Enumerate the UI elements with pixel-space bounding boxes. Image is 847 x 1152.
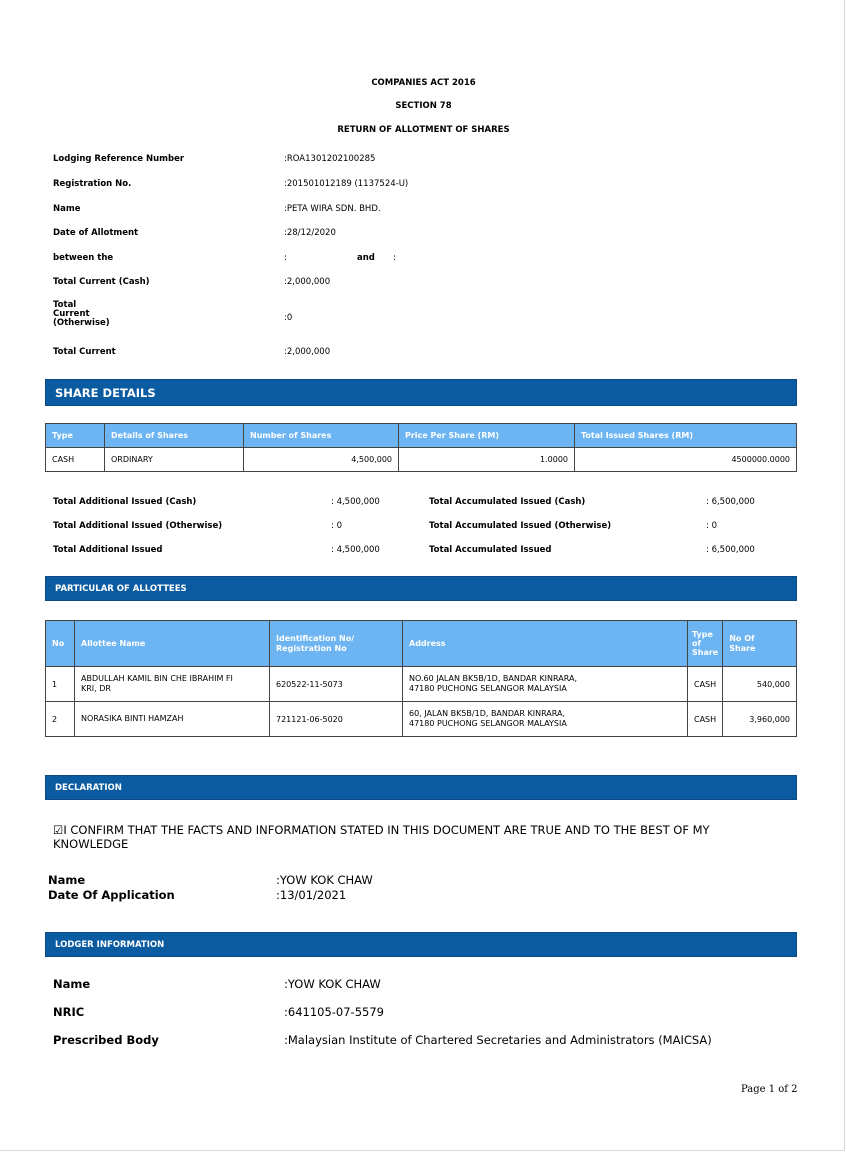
share-details-header-row	[46, 424, 797, 448]
cell-allottee-name: ABDULLAH KAMIL BIN CHE IBRAHIM FI KRI, DR	[75, 667, 270, 702]
cell-address: 60, JALAN BK5B/1D, BANDAR KINRARA, 47180 PUCHONG SELANGOR MALAYSIA	[403, 702, 688, 737]
cell-no: 2	[46, 702, 75, 737]
company-name-label: Name	[53, 204, 81, 214]
lodger-name-value: :YOW KOK CHAW	[284, 977, 381, 991]
col-total: Total Issued Shares (RM)	[575, 424, 797, 448]
declarant-name-label: Name	[48, 873, 86, 887]
prescribed-body-label: Prescribed Body	[53, 1033, 159, 1047]
col-details: Details of Shares	[105, 424, 244, 448]
lodging-ref-value: :ROA1301202100285	[284, 154, 376, 164]
registration-no-label: Registration No.	[53, 179, 132, 189]
cell-number: 4,500,000	[244, 448, 399, 472]
table-row	[46, 667, 797, 702]
checkbox-checked-icon: ☑	[53, 823, 64, 837]
allotment-date-value: :28/12/2020	[284, 228, 336, 238]
lodger-header: LODGER INFORMATION	[45, 932, 797, 957]
cell-type: CASH	[46, 448, 105, 472]
cell-no: 1	[46, 667, 75, 702]
allotment-date-label: Date of Allotment	[53, 228, 139, 238]
application-date-value: :13/01/2021	[276, 888, 347, 902]
col-identification: Identification No/ Registration No	[270, 621, 403, 667]
col-allottee-name: Allottee Name	[75, 621, 270, 667]
cell-address: NO.60 JALAN BK5B/1D, BANDAR KINRARA, 47180 PUCHONG SELANGOR MALAYSIA	[403, 667, 688, 702]
col-price: Price Per Share (RM)	[399, 424, 575, 448]
company-name-value: :PETA WIRA SDN. BHD.	[284, 204, 381, 214]
col-type: Type	[46, 424, 105, 448]
between-colon-1: :	[284, 253, 287, 263]
table-row	[46, 702, 797, 737]
cell-total: 4500000.0000	[575, 448, 797, 472]
acc-cash-label: Total Accumulated Issued (Cash)	[429, 497, 586, 507]
declaration-header: DECLARATION	[45, 775, 797, 800]
prescribed-body-value: :Malaysian Institute of Chartered Secretaries and Administrators (MAICSA)	[284, 1033, 712, 1047]
col-no: No	[46, 621, 75, 667]
total-current-cash-value: :2,000,000	[284, 277, 331, 287]
total-current-value: :2,000,000	[284, 347, 331, 357]
add-total-label: Total Additional Issued	[53, 545, 163, 555]
acc-cash-value: : 6,500,000	[706, 497, 755, 507]
registration-no-value: :201501012189 (1137524-U)	[284, 179, 409, 189]
acc-other-value: : 0	[706, 521, 717, 531]
between-label: between the	[53, 253, 114, 263]
add-other-label: Total Additional Issued (Otherwise)	[53, 521, 223, 531]
cell-price: 1.0000	[399, 448, 575, 472]
cell-details: ORDINARY	[105, 448, 244, 472]
declaration-text: I CONFIRM THAT THE FACTS AND INFORMATION STATED IN THIS DOCUMENT ARE TRUE AND TO THE BEST OF MY	[63, 823, 710, 837]
add-total-value: : 4,500,000	[331, 545, 380, 555]
acc-total-value: : 6,500,000	[706, 545, 755, 555]
lodger-nric-value: :641105-07-5579	[284, 1005, 384, 1019]
document-title: RETURN OF ALLOTMENT OF SHARES	[337, 125, 510, 135]
declaration-statement	[53, 823, 710, 851]
lodging-ref-label: Lodging Reference Number	[53, 154, 185, 164]
cell-type-of-share: CASH	[688, 702, 723, 737]
declaration-text-continued: KNOWLEDGE	[53, 837, 129, 851]
cell-identification: 620522-11-5073	[270, 667, 403, 702]
act-title: COMPANIES ACT 2016	[371, 78, 476, 88]
add-other-value: : 0	[331, 521, 342, 531]
table-row	[46, 448, 797, 472]
between-and: and	[357, 253, 375, 263]
total-current-label: Total Current	[53, 347, 116, 357]
section-title: SECTION 78	[395, 101, 452, 111]
total-current-otherwise-value: :0	[284, 313, 293, 323]
application-date-label: Date Of Application	[48, 888, 175, 902]
total-current-otherwise-label: Total Current (Otherwise)	[53, 300, 110, 328]
cell-allottee-name: NORASIKA BINTI HAMZAH	[75, 702, 270, 737]
col-type-of-share: Type of Share	[688, 621, 723, 667]
total-current-cash-label: Total Current (Cash)	[53, 277, 150, 287]
acc-total-label: Total Accumulated Issued	[429, 545, 552, 555]
between-colon-2: :	[393, 253, 396, 263]
add-cash-label: Total Additional Issued (Cash)	[53, 497, 197, 507]
col-number: Number of Shares	[244, 424, 399, 448]
col-address: Address	[403, 621, 688, 667]
allottees-table	[45, 620, 797, 737]
allottees-header-row	[46, 621, 797, 667]
allottees-header: PARTICULAR OF ALLOTTEES	[45, 576, 797, 601]
add-cash-value: : 4,500,000	[331, 497, 380, 507]
lodger-nric-label: NRIC	[53, 1005, 85, 1019]
cell-type-of-share: CASH	[688, 667, 723, 702]
share-details-table	[45, 423, 797, 472]
declarant-name-value: :YOW KOK CHAW	[276, 873, 373, 887]
cell-no-of-share: 540,000	[723, 667, 797, 702]
page-number: Page 1 of 2	[741, 1084, 798, 1095]
acc-other-label: Total Accumulated Issued (Otherwise)	[429, 521, 612, 531]
share-details-header: SHARE DETAILS	[45, 379, 797, 406]
cell-no-of-share: 3,960,000	[723, 702, 797, 737]
lodger-name-label: Name	[53, 977, 91, 991]
cell-identification: 721121-06-5020	[270, 702, 403, 737]
col-no-of-share: No Of Share	[723, 621, 797, 667]
